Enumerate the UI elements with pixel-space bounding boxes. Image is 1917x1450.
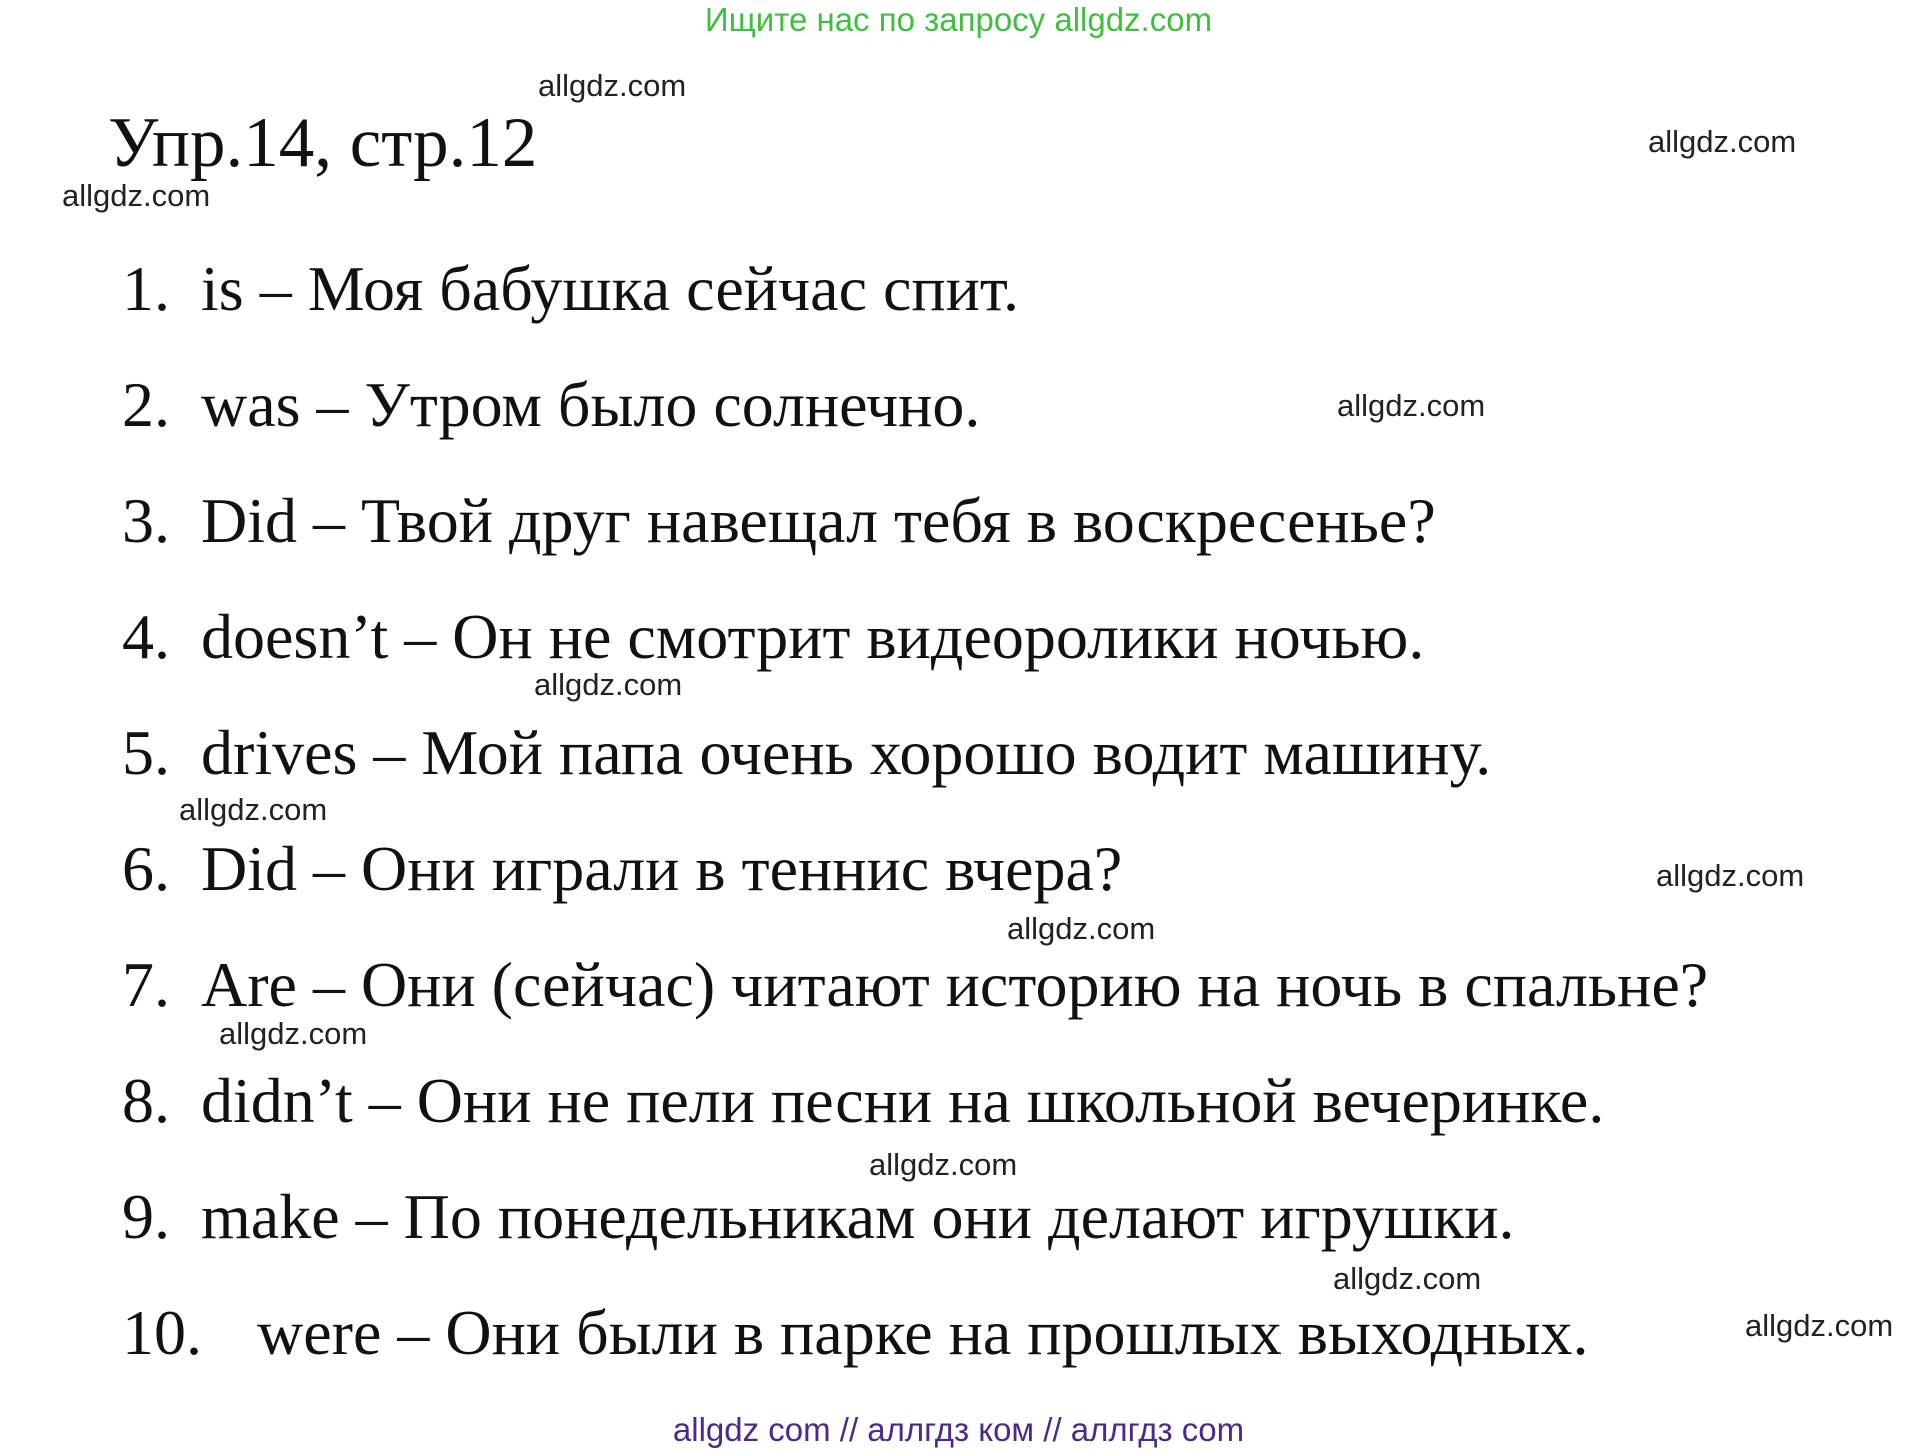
item-text: make – По понедельникам они делают игрушки. xyxy=(201,1181,1515,1252)
item-number: 4. xyxy=(122,601,170,672)
watermark: allgdz.com xyxy=(219,1016,368,1051)
list-item xyxy=(122,713,1708,829)
list-item xyxy=(122,249,1708,365)
item-number: 3. xyxy=(122,485,170,556)
list-item xyxy=(122,597,1708,713)
item-number: 8. xyxy=(122,1065,170,1136)
watermark: allgdz.com xyxy=(1648,124,1797,159)
item-number: 7. xyxy=(122,949,170,1020)
top-banner: Ищите нас по запросу allgdz.com xyxy=(704,1,1213,38)
watermark: allgdz.com xyxy=(538,68,687,103)
watermark: allgdz.com xyxy=(1333,1261,1482,1296)
item-text: Did – Твой друг навещал тебя в воскресенье? xyxy=(201,485,1436,556)
watermark: allgdz.com xyxy=(869,1147,1018,1182)
footer-watermark: allgdz com // аллгдз ком // аллгдз com xyxy=(672,1411,1245,1448)
page-title: Упр.14, стр.12 xyxy=(108,104,538,182)
watermark: allgdz.com xyxy=(179,792,328,827)
item-text: Did – Они играли в теннис вчера? xyxy=(201,833,1123,904)
item-text: was – Утром было солнечно. xyxy=(201,369,981,440)
item-number: 9. xyxy=(122,1181,170,1252)
item-text: is – Моя бабушка сейчас спит. xyxy=(201,253,1020,324)
watermark: allgdz.com xyxy=(62,178,211,213)
item-number: 2. xyxy=(122,369,170,440)
watermark: allgdz.com xyxy=(1007,911,1156,946)
item-number: 1. xyxy=(122,253,170,324)
list-item xyxy=(122,481,1708,597)
item-text: doesn’t – Он не смотрит видеоролики ночью. xyxy=(201,601,1425,672)
item-text: Are – Они (сейчас) читают историю на ночь в спальне? xyxy=(201,949,1709,1020)
item-number: 5. xyxy=(122,717,170,788)
item-number: 10. xyxy=(122,1297,202,1368)
watermark: allgdz.com xyxy=(534,667,683,702)
list-item xyxy=(122,1293,1708,1409)
item-text: were – Они были в парке на прошлых выходных. xyxy=(257,1297,1589,1368)
watermark: allgdz.com xyxy=(1337,388,1486,423)
watermark: allgdz.com xyxy=(1656,858,1805,893)
item-number: 6. xyxy=(122,833,170,904)
list-item xyxy=(122,829,1708,945)
watermark: allgdz.com xyxy=(1745,1308,1894,1343)
item-text: drives – Мой папа очень хорошо водит машину. xyxy=(201,717,1492,788)
item-text: didn’t – Они не пели песни на школьной вечеринке. xyxy=(201,1065,1605,1136)
